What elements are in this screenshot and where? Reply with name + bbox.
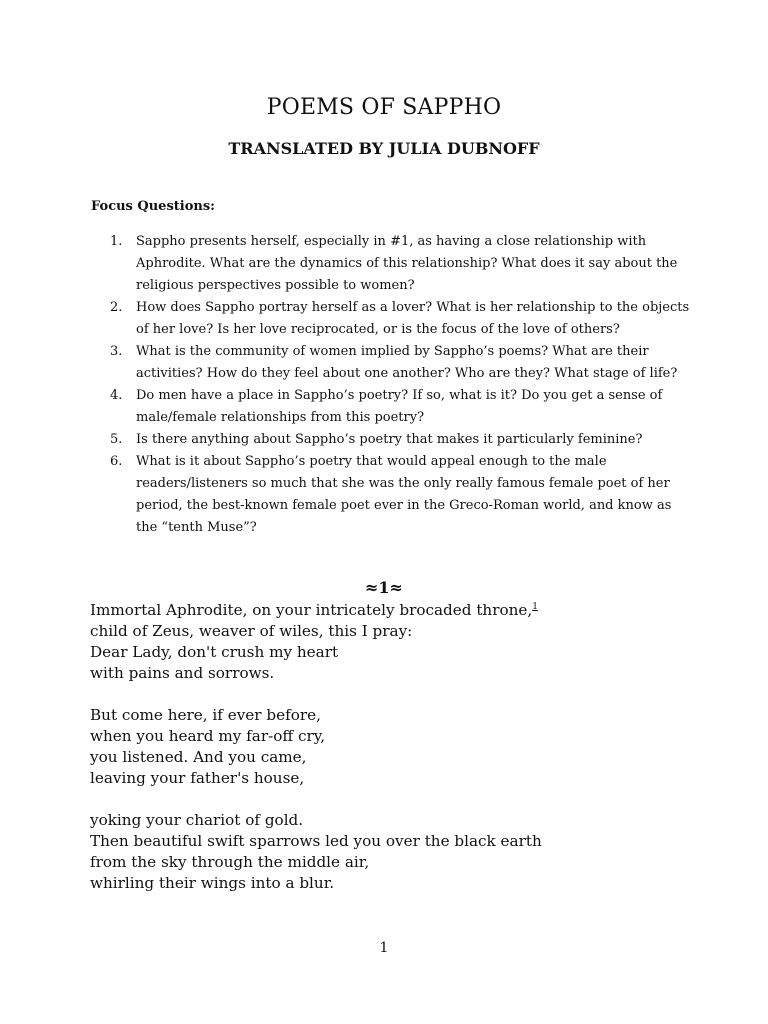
poem-line: you listened. And you came,	[90, 748, 307, 766]
question-text: What is it about Sappho’s poetry that would appeal enough to the male readers/listeners so much that she was the only really famous female poet of her period, the best-known female poet ever in the Greco-Roman world, and know as the “tenth Muse”?	[136, 454, 672, 535]
page-title: POEMS OF SAPPHO	[266, 95, 502, 120]
question-item	[91, 385, 691, 429]
poem-line: from the sky through the middle air,	[90, 853, 370, 871]
poem-body	[90, 600, 690, 915]
poem-line: But come here, if ever before,	[90, 706, 321, 724]
question-text: How does Sappho portray herself as a lover? What is her relationship to the objects of her love? Is her love reciprocated, or is the focus of the love of others?	[136, 300, 690, 337]
question-text: What is the community of women implied by Sappho’s poems? What are their activities? How do they feel about one another? Who are they? What stage of life?	[136, 344, 678, 381]
question-item	[91, 451, 691, 539]
poem-line: leaving your father's house,	[90, 769, 305, 787]
poem-line: Then beautiful swift sparrows led you over the black earth	[90, 832, 542, 850]
poem-line: whirling their wings into a blur.	[90, 874, 335, 892]
question-number: 3.	[110, 344, 123, 359]
page-number: 1	[379, 940, 389, 956]
question-item	[91, 341, 691, 385]
poem-stanza	[90, 705, 690, 789]
question-number: 6.	[110, 454, 123, 469]
footnote-link[interactable]: 1	[532, 601, 538, 612]
poem-stanza	[90, 600, 690, 684]
question-number: 1.	[110, 234, 123, 249]
question-item	[91, 297, 691, 341]
poem-line: when you heard my far-off cry,	[90, 727, 326, 745]
question-item	[91, 231, 691, 297]
focus-questions-list	[91, 231, 691, 539]
question-number: 5.	[110, 432, 123, 447]
question-text: Is there anything about Sappho’s poetry that makes it particularly feminine?	[136, 432, 643, 447]
question-item	[91, 429, 691, 451]
poem-line: Dear Lady, don't crush my heart	[90, 643, 339, 661]
poem-line: with pains and sorrows.	[90, 664, 275, 682]
question-text: Do men have a place in Sappho’s poetry? If so, what is it? Do you get a sense of male/female relationships from this poetry?	[136, 388, 663, 425]
poem-section-marker: ≈1≈	[365, 578, 403, 597]
poem-line: child of Zeus, weaver of wiles, this I pray:	[90, 622, 413, 640]
question-number: 2.	[110, 300, 123, 315]
question-number: 4.	[110, 388, 123, 403]
poem-line: yoking your chariot of gold.	[90, 811, 304, 829]
poem-line	[90, 600, 690, 621]
poem-line-text: Immortal Aphrodite, on your intricately brocaded throne,	[90, 601, 533, 619]
poem-stanza	[90, 810, 690, 894]
question-text: Sappho presents herself, especially in #1, as having a close relationship with Aphrodite. What are the dynamics of this relationship? What does it say about the religious perspectives possible to women?	[136, 234, 678, 293]
focus-questions-heading: Focus Questions:	[91, 199, 215, 214]
page-subtitle: TRANSLATED BY JULIA DUBNOFF	[228, 139, 540, 158]
